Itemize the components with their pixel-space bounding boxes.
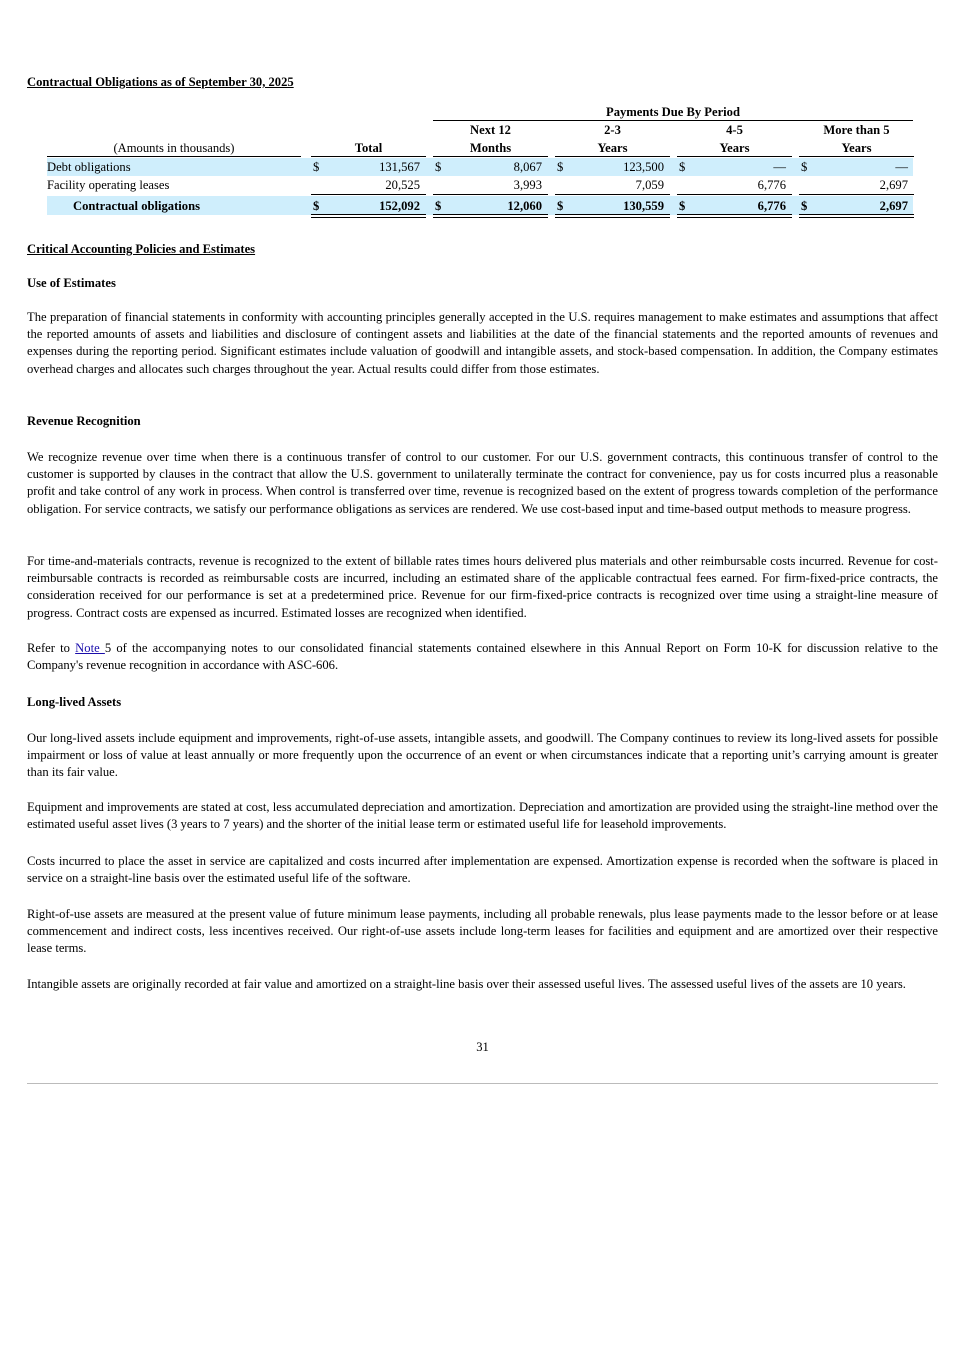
- cell-debt-total: 131,567: [379, 160, 420, 174]
- header-rule-2-3: [555, 156, 670, 157]
- note-5-link[interactable]: Note: [75, 641, 105, 655]
- cell-leases-2-3: 7,059: [635, 178, 664, 192]
- col-header-next12-line1: Next 12: [470, 123, 511, 137]
- page-divider: [27, 1083, 938, 1084]
- subtotal-rule-next12: [433, 194, 548, 195]
- subtotal-rule-morethan5: [799, 194, 914, 195]
- critical-policies-title: Critical Accounting Policies and Estimates: [27, 242, 256, 256]
- cell-total-2-3: 130,559: [623, 199, 664, 213]
- total-double-rule: [799, 214, 914, 218]
- cell-total-total: 152,092: [379, 199, 420, 213]
- cell-leases-next12: 3,993: [513, 178, 542, 192]
- total-double-rule: [311, 214, 426, 218]
- subtotal-rule-4-5: [677, 194, 792, 195]
- obligations-title: Contractual Obligations as of September 30, 2025: [27, 75, 294, 89]
- col-header-morethan5-line1: More than 5: [823, 123, 890, 137]
- long-lived-assets-heading: Long-lived Assets: [27, 695, 122, 709]
- row-label-debt: Debt obligations: [47, 160, 131, 174]
- use-of-estimates-heading: Use of Estimates: [27, 276, 116, 290]
- total-double-rule: [555, 214, 670, 218]
- header-rule-next12: [433, 156, 548, 157]
- header-rule-morethan5: [799, 156, 914, 157]
- cell-total-4-5: 6,776: [757, 199, 786, 213]
- cell-leases-total: 20,525: [385, 178, 420, 192]
- col-header-2-3-line2: Years: [597, 141, 628, 155]
- currency-symbol: $: [557, 160, 564, 174]
- cell-leases-4-5: 6,776: [757, 178, 786, 192]
- cell-debt-4-5: —: [773, 160, 786, 174]
- longlived-paragraph-1: Our long-lived assets include equipment and improvements, right-of-use assets, intangible assets, and goodwill. The Company continues to review its long-lived assets for possible impairment or loss of value at least annually or more frequently upon the occurrence of an event or when circumstances indicate that a reporting unit’s carrying amount is greater than its fair value.: [27, 731, 938, 780]
- currency-symbol: $: [313, 199, 320, 213]
- cell-total-morethan5: 2,697: [879, 199, 908, 213]
- col-header-2-3-line1: 2-3: [604, 123, 621, 137]
- total-double-rule: [677, 214, 792, 218]
- cell-debt-2-3: 123,500: [623, 160, 664, 174]
- currency-symbol: $: [679, 160, 686, 174]
- col-header-4-5-line2: Years: [719, 141, 750, 155]
- currency-symbol: $: [679, 199, 686, 213]
- cell-debt-next12: 8,067: [513, 160, 542, 174]
- col-header-morethan5-line2: Years: [841, 141, 872, 155]
- header-rule-4-5: [677, 156, 792, 157]
- cell-total-next12: 12,060: [507, 199, 542, 213]
- estimates-paragraph: The preparation of financial statements in conformity with accounting principles generally accepted in the U.S. requires management to make estimates and assumptions that affect the reported amounts of assets and liabilities and disclosure of contingent assets and liabilities at the date of the financial statements and the reported amounts of revenues and expenses during the reporting period. Significant estimates include valuation of goodwill and intangible assets, and stock-based compensation. In addition, the Company estimates overhead charges and allocates such charges throughout the year. Actual results could differ from those estimates.: [27, 310, 938, 376]
- revenue-paragraph-1: We recognize revenue over time when there is a continuous transfer of control to our customer. For our U.S. government contracts, this continuous transfer of control to the customer is supported by clauses in the contract that allow the U.S. government to unilaterally terminate the contract for convenience, pay us for costs incurred plus a reasonable profit and take control of any work in process. When control is transferred over time, revenue is recognized based on the extent of progress towards completion of the performance obligation. For service contracts, we satisfy our performance obligations as services are rendered. We use cost-based input and time-based output methods to measure progress.: [27, 450, 938, 516]
- currency-symbol: $: [435, 199, 442, 213]
- subtotal-rule-2-3: [555, 194, 670, 195]
- currency-symbol: $: [435, 160, 442, 174]
- longlived-paragraph-2: Equipment and improvements are stated at cost, less accumulated depreciation and amortization. Depreciation and amortization are provided using the straight-line method over the estimated useful asset lives (3 years to 7 years) and the shorter of the initial lease term or estimated useful life for leasehold improvements.: [27, 800, 938, 832]
- total-double-rule: [433, 214, 548, 218]
- row-label-leases: Facility operating leases: [47, 178, 170, 192]
- currency-symbol: $: [801, 160, 808, 174]
- revenue-recognition-heading: Revenue Recognition: [27, 414, 141, 428]
- cell-leases-morethan5: 2,697: [879, 178, 908, 192]
- longlived-paragraph-4: Right-of-use assets are measured at the present value of future minimum lease payments, including all probable renewals, plus lease payments made to the lessor before or at lease commencement and indirect costs, less incentives received. Our right-of-use assets include long-term leases for facilities and equipment and are amortized over their respective lease terms.: [27, 907, 938, 956]
- col-header-total: Total: [354, 141, 383, 155]
- header-rule-total: [311, 156, 426, 157]
- page-number: 31: [476, 1040, 489, 1054]
- revenue-p3-prefix: Refer to: [27, 641, 76, 655]
- revenue-paragraph-2: For time-and-materials contracts, revenue is recognized to the extent of billable rates times hours delivered plus materials and other reimbursable costs incurred. Revenue for cost-reimbursable contracts is recorded as reimbursable costs are incurred, including an estimated share of the applicable contractual fees earned. For firm-fixed-price contracts, the consideration received for our performance is set at a predetermined price. Revenue for our firm-fixed-price contracts is recognized over time using a straight-line measure of progress. Contract costs are expensed as incurred. Estimated losses are recognized when identified.: [27, 554, 938, 620]
- currency-symbol: $: [313, 160, 320, 174]
- col-header-4-5-line1: 4-5: [726, 123, 743, 137]
- header-rule-label: [47, 156, 301, 157]
- group-header: Payments Due By Period: [606, 105, 740, 119]
- row-label-total: Contractual obligations: [73, 199, 200, 213]
- revenue-paragraph-3: [27, 640, 938, 674]
- subtotal-rule-total: [311, 194, 426, 195]
- cell-debt-morethan5: —: [895, 160, 908, 174]
- currency-symbol: $: [557, 199, 564, 213]
- longlived-paragraph-5: Intangible assets are originally recorded at fair value and amortized on a straight-line basis over their assessed useful lives. The assessed useful lives of the assets are 10 years.: [27, 977, 906, 991]
- col-header-next12-line2: Months: [469, 141, 512, 155]
- amounts-label: (Amounts in thousands): [113, 141, 235, 155]
- currency-symbol: $: [801, 199, 808, 213]
- group-header-rule: [433, 120, 913, 121]
- revenue-p3-suffix: 5 of the accompanying notes to our consolidated financial statements contained elsewhere in this Annual Report on Form 10-K for discussion relative to the Company's revenue recognition in accordance with ASC-606.: [27, 641, 938, 673]
- longlived-paragraph-3: Costs incurred to place the asset in service are capitalized and costs incurred after implementation are expensed. Amortization expense is recorded when the software is placed in service on a straight-line basis over the estimated useful life of the software.: [27, 854, 938, 886]
